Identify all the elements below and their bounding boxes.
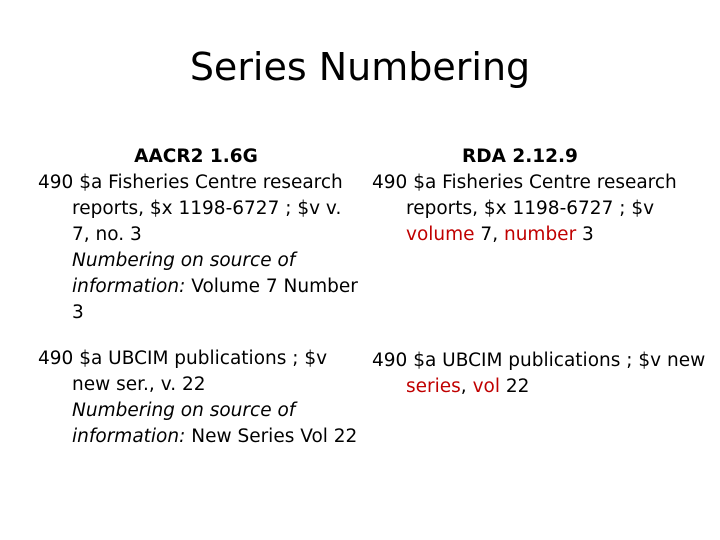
highlight-term: number xyxy=(503,224,577,245)
rda-entry-1: 490 $a Fisheries Centre research reports, $x 1198-6727 ; $v volume 7, number 3 xyxy=(372,172,677,245)
rda-heading: RDA 2.12.9 xyxy=(462,146,578,167)
aacr2-entry-2: 490 $a UBCIM publications ; $v new ser., v. 22 xyxy=(38,348,328,395)
highlight-term: vol xyxy=(472,376,500,397)
highlight-term: series xyxy=(406,376,461,397)
note-label: Numbering on source of information: xyxy=(72,250,296,297)
slide-title: Series Numbering xyxy=(189,45,531,89)
aacr2-note-1 xyxy=(38,248,358,326)
note-label: Numbering on source of information: xyxy=(72,400,296,447)
rda-entry-2: 490 $a UBCIM publications ; $v new series, vol 22 xyxy=(372,350,706,397)
note-value: New Series Vol 22 xyxy=(185,426,358,447)
aacr2-entry-1: 490 $a Fisheries Centre research reports, $x 1198-6727 ; $v v. 7, no. 3 xyxy=(38,172,343,245)
note-value: Volume 7 Number 3 xyxy=(72,276,358,323)
highlight-term: volume xyxy=(406,224,475,245)
aacr2-column xyxy=(38,144,358,450)
aacr2-note-2 xyxy=(38,398,358,450)
aacr2-heading: AACR2 1.6G xyxy=(134,146,258,167)
rda-column xyxy=(372,144,708,400)
